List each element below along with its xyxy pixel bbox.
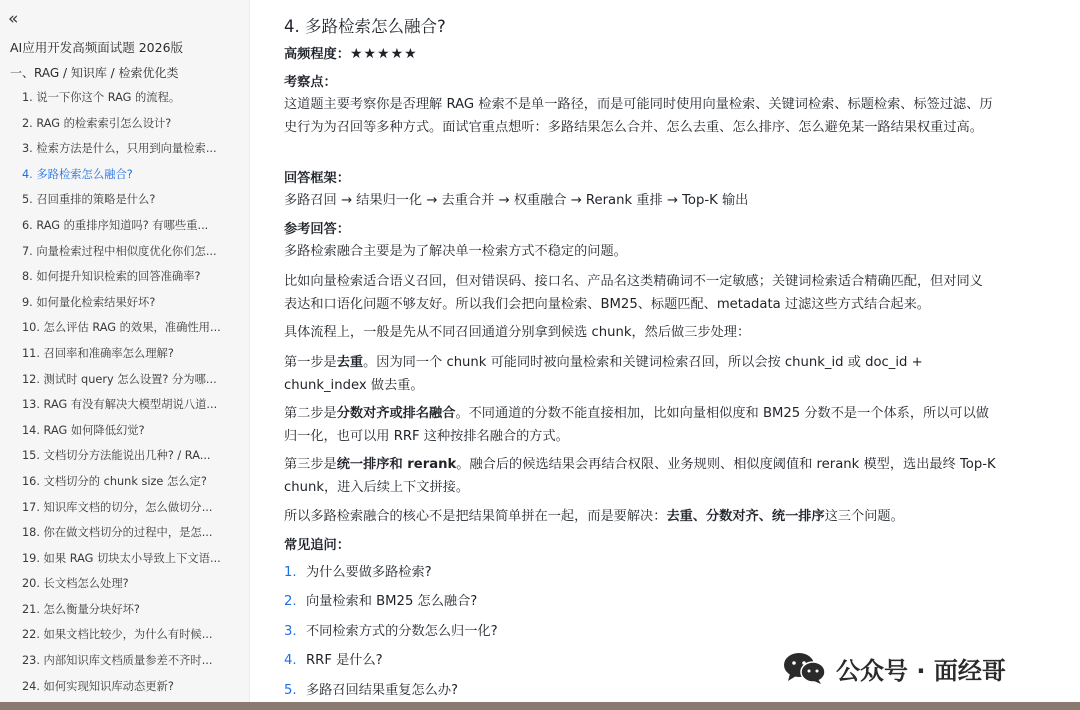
sidebar-item-1[interactable]: 1. 说一下你这个 RAG 的流程。 [22, 91, 181, 104]
framework-label: 回答框架： [284, 171, 350, 186]
sidebar-item-12[interactable]: 12. 测试时 query 怎么设置? 分为哪... [22, 372, 217, 386]
sidebar-item-10[interactable]: 10. 怎么评估 RAG 的效果，准确性用... [22, 321, 221, 335]
frequency-row [284, 43, 418, 66]
followup-item [284, 592, 498, 621]
sidebar-item-19[interactable]: 19. 如果 RAG 切块太小导致上下文语... [22, 551, 221, 565]
question-title: 4. 多路检索怎么融合? [284, 17, 446, 36]
answer-step-2: 第二步是分数对齐或排名融合。不同通道的分数不能直接相加，比如向量相似度和 BM25 分数不是一个体系，所以可以做归一化，也可以用 RRF 这种按排名融合的方式。 [284, 406, 989, 444]
sidebar-item-15[interactable]: 15. 文档切分方法能说出几种? / RA... [22, 449, 211, 463]
sidebar-item-9[interactable]: 9. 如何量化检索结果好坏? [22, 295, 156, 309]
sidebar-item-23[interactable]: 23. 内部知识库文档质量参差不齐时... [22, 654, 213, 668]
followup-item [284, 563, 498, 592]
answer-step-1: 第一步是去重。因为同一个 chunk 可能同时被向量检索和关键词检索召回，所以会按 chunk_id 或 doc_id + chunk_index 做去重。 [284, 355, 923, 393]
watermark-text: 公众号 · 面经哥 [836, 656, 1006, 685]
sidebar-item-3[interactable]: 3. 检索方法是什么，只用到向量检索... [22, 142, 217, 156]
answer-step-3: 第三步是统一排序和 rerank。融合后的候选结果会再结合权限、业务规则、相似度阈值和 rerank 模型，选出最终 Top-K chunk，进入后续上下文拼接。 [284, 457, 996, 495]
sidebar-item-4[interactable]: 4. 多路检索怎么融合? [22, 167, 133, 181]
followup-text: 向量检索和 BM25 怎么融合? [306, 594, 478, 610]
sidebar-item-14[interactable]: 14. RAG 如何降低幻觉? [22, 423, 145, 437]
sidebar-item-22[interactable]: 22. 如果文档比较少，为什么有时候... [22, 628, 213, 642]
focus-text: 这道题主要考察你是否理解 RAG 检索不是单一路径，而是可能同时使用向量检索、关键词检索、标题检索、标签过滤、历史行为为召回等多种方式。面试官重点想听：多路结果怎么合并、怎么去重、怎么排序、怎么避免某一路结果权重过高。 [284, 97, 993, 135]
sidebar-item-13[interactable]: 13. RAG 有没有解决大模型胡说八道... [22, 398, 218, 412]
sidebar-item-7[interactable]: 7. 向量检索过程中相似度优化你们怎... [22, 244, 217, 258]
focus-label: 考察点： [284, 75, 337, 90]
sidebar-section-heading[interactable]: 一、RAG / 知识库 / 检索优化类 [10, 66, 179, 80]
answer-paragraph-3: 具体流程上，一般是先从不同召回通道分别拿到候选 chunk，然后做三步处理： [284, 325, 751, 340]
sidebar-item-5[interactable]: 5. 召回重排的策略是什么? [22, 193, 156, 207]
followup-list [284, 563, 498, 710]
followup-text: 不同检索方式的分数怎么归一化? [306, 623, 498, 639]
sidebar-item-16[interactable]: 16. 文档切分的 chunk size 怎么定? [22, 474, 207, 488]
sidebar-title: AI应用开发高频面试题 2026版 [10, 40, 184, 55]
sidebar-item-21[interactable]: 21. 怎么衡量分块好坏? [22, 602, 140, 616]
framework-text: 多路召回 → 结果归一化 → 去重合并 → 权重融合 → Rerank 重排 → Top-K 输出 [284, 193, 749, 208]
frequency-stars: ★★★★★ [349, 46, 418, 62]
answer-label: 参考回答： [284, 222, 350, 237]
answer-summary: 所以多路检索融合的核心不是把结果简单拼在一起，而是要解决：去重、分数对齐、统一排序这三个问题。 [284, 509, 904, 524]
sidebar [0, 0, 250, 710]
bottom-edge-strip [0, 702, 1080, 710]
sidebar-item-2[interactable]: 2. RAG 的检索索引怎么设计? [22, 116, 172, 130]
sidebar-question-list [22, 88, 246, 702]
followup-text: 多路召回结果重复怎么办? [306, 682, 459, 698]
followup-item [284, 651, 498, 680]
followup-item [284, 622, 498, 651]
sidebar-item-17[interactable]: 17. 知识库文档的切分，怎么做切分... [22, 500, 213, 514]
followup-text: 为什么要做多路检索? [306, 565, 432, 580]
sidebar-item-11[interactable]: 11. 召回率和准确率怎么理解? [22, 346, 174, 360]
main-content [284, 0, 1014, 710]
followup-number: 4. [284, 653, 297, 669]
answer-paragraph-2: 比如向量检索适合语义召回，但对错误码、接口名、产品名这类精确词不一定敏感；关键词检索适合精确匹配，但对同义表达和口语化问题不够友好。所以我们会把向量检索、BM25、标题匹配、metadata 过滤这些方式结合起来。 [284, 274, 983, 312]
sidebar-item-18[interactable]: 18. 你在做文档切分的过程中，是怎... [22, 526, 213, 540]
sidebar-item-8[interactable]: 8. 如何提升知识检索的回答准确率? [22, 270, 201, 284]
followup-number: 3. [284, 623, 297, 639]
followup-label: 常见追问： [284, 538, 350, 553]
watermark [780, 648, 1006, 688]
sidebar-item-20[interactable]: 20. 长文档怎么处理? [22, 577, 129, 591]
sidebar-item-24[interactable]: 24. 如何实现知识库动态更新? [22, 679, 174, 693]
collapse-sidebar-icon[interactable]: « [8, 9, 19, 29]
answer-paragraph-1: 多路检索融合主要是为了解决单一检索方式不稳定的问题。 [284, 244, 627, 259]
followup-number: 2. [284, 594, 297, 610]
sidebar-item-6[interactable]: 6. RAG 的重排序知道吗? 有哪些重... [22, 218, 209, 232]
followup-number: 1. [284, 565, 297, 580]
wechat-icon [780, 650, 828, 686]
frequency-label: 高频程度： [284, 47, 350, 62]
followup-text: RRF 是什么? [306, 653, 383, 669]
followup-number: 5. [284, 682, 297, 698]
